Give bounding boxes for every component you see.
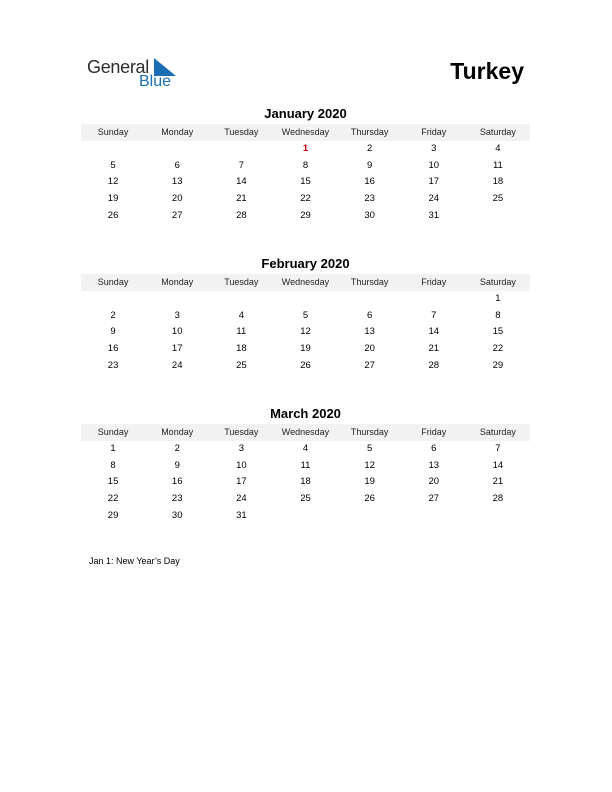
day-cell: 23 bbox=[171, 493, 183, 505]
day-cell: 20 bbox=[428, 476, 440, 488]
empty-day-cell bbox=[402, 291, 466, 308]
day-cell: 23 bbox=[107, 359, 119, 371]
week-row bbox=[81, 291, 530, 308]
day-cell: 13 bbox=[171, 176, 183, 188]
day-cell: 11 bbox=[300, 459, 311, 471]
day-cell: 19 bbox=[107, 193, 119, 205]
empty-day-cell bbox=[81, 291, 145, 308]
day-cell: 10 bbox=[171, 326, 183, 338]
day-cell: 16 bbox=[107, 343, 119, 355]
day-cell: 25 bbox=[236, 359, 247, 371]
weekday-header-row bbox=[81, 124, 530, 141]
day-cell: 22 bbox=[492, 343, 504, 355]
weekday-label: Monday bbox=[161, 277, 194, 287]
day-cell: 19 bbox=[364, 476, 375, 488]
empty-day-cell bbox=[402, 508, 466, 525]
day-cell: 30 bbox=[171, 509, 183, 521]
empty-day-cell bbox=[145, 291, 209, 308]
weekday-label: Sunday bbox=[97, 127, 129, 137]
day-cell: 3 bbox=[431, 143, 437, 154]
day-cell: 26 bbox=[107, 209, 119, 221]
day-cell: 17 bbox=[236, 476, 247, 488]
day-cell: 24 bbox=[236, 493, 247, 505]
day-cell: 5 bbox=[302, 309, 309, 321]
day-cell: 11 bbox=[236, 326, 247, 338]
day-cell: 12 bbox=[364, 459, 375, 471]
day-cell: 29 bbox=[107, 509, 119, 521]
day-cell: 18 bbox=[492, 176, 504, 188]
day-cell: 26 bbox=[364, 493, 375, 505]
day-cell: 10 bbox=[428, 159, 440, 171]
week-row bbox=[81, 174, 530, 191]
country-title: Turkey bbox=[450, 58, 524, 84]
weekday-label: Thursday bbox=[350, 127, 389, 137]
month-title: January 2020 bbox=[264, 106, 347, 121]
day-cell: 13 bbox=[428, 459, 440, 471]
empty-day-cell bbox=[466, 208, 530, 225]
day-cell: 23 bbox=[364, 193, 375, 205]
week-row bbox=[81, 341, 530, 358]
weekday-label: Friday bbox=[421, 127, 447, 137]
day-cell: 6 bbox=[174, 159, 180, 171]
week-row bbox=[81, 508, 530, 525]
day-cell: 14 bbox=[492, 459, 504, 471]
weekday-label: Sunday bbox=[97, 427, 129, 437]
weekday-label: Friday bbox=[421, 427, 447, 437]
day-cell: 9 bbox=[110, 326, 116, 338]
weekday-label: Saturday bbox=[479, 127, 516, 137]
day-cell: 20 bbox=[364, 343, 375, 355]
day-cell: 9 bbox=[366, 159, 373, 171]
day-cell: 14 bbox=[428, 326, 440, 338]
day-cell: 25 bbox=[492, 193, 504, 205]
day-cell: 1 bbox=[495, 293, 501, 304]
day-cell: 28 bbox=[492, 493, 504, 505]
day-cell: 2 bbox=[174, 443, 180, 454]
weekday-label: Wednesday bbox=[281, 427, 330, 437]
month-title: March 2020 bbox=[270, 406, 341, 421]
day-cell: 28 bbox=[428, 359, 440, 371]
day-cell: 2 bbox=[366, 143, 373, 154]
week-row bbox=[81, 308, 530, 325]
generalblue-logo bbox=[87, 55, 187, 95]
weekday-label: Wednesday bbox=[281, 277, 330, 287]
empty-day-cell bbox=[81, 141, 145, 158]
day-cell: 18 bbox=[236, 343, 247, 355]
weekday-label: Monday bbox=[161, 427, 194, 437]
holiday-notes bbox=[89, 556, 180, 566]
weekday-label: Tuesday bbox=[224, 127, 259, 137]
day-cell: 4 bbox=[495, 143, 501, 154]
day-cell: 15 bbox=[300, 176, 311, 188]
day-cell: 4 bbox=[238, 309, 244, 321]
month-february bbox=[81, 256, 530, 374]
empty-day-cell bbox=[209, 291, 273, 308]
weekday-label: Friday bbox=[421, 277, 447, 287]
weekday-label: Wednesday bbox=[281, 127, 330, 137]
empty-day-cell bbox=[338, 291, 402, 308]
day-cell: 8 bbox=[302, 159, 309, 171]
day-cell: 24 bbox=[171, 359, 183, 371]
day-cell: 16 bbox=[364, 176, 375, 188]
day-cell: 29 bbox=[492, 359, 504, 371]
day-cell: 6 bbox=[366, 309, 373, 321]
day-cell: 8 bbox=[495, 309, 501, 321]
weekday-label: Saturday bbox=[479, 277, 516, 287]
day-cell: 7 bbox=[431, 309, 437, 321]
day-cell: 21 bbox=[492, 476, 504, 488]
weekday-header-row bbox=[81, 424, 530, 441]
weekday-label: Thursday bbox=[350, 427, 389, 437]
weekday-label: Saturday bbox=[479, 427, 516, 437]
day-cell: 7 bbox=[238, 159, 244, 171]
empty-day-cell bbox=[145, 141, 209, 158]
day-cell: 14 bbox=[236, 176, 247, 188]
day-cell: 3 bbox=[238, 443, 244, 454]
weekday-label: Tuesday bbox=[224, 427, 259, 437]
month-march bbox=[81, 406, 530, 524]
day-cell: 31 bbox=[236, 509, 247, 521]
day-cell: 20 bbox=[171, 193, 183, 205]
weekday-label: Monday bbox=[161, 127, 194, 137]
weekday-label: Tuesday bbox=[224, 277, 259, 287]
day-cell: 29 bbox=[300, 209, 311, 221]
day-cell: 26 bbox=[300, 359, 311, 371]
empty-day-cell bbox=[466, 508, 530, 525]
day-cell: 21 bbox=[236, 193, 247, 205]
day-cell: 27 bbox=[171, 209, 183, 221]
day-cell: 27 bbox=[428, 493, 440, 505]
day-cell: 1 bbox=[302, 143, 309, 154]
week-row bbox=[81, 208, 530, 225]
day-cell: 15 bbox=[107, 476, 119, 488]
empty-day-cell bbox=[338, 508, 402, 525]
week-row bbox=[81, 324, 530, 341]
day-cell: 2 bbox=[110, 309, 116, 321]
weekday-header-row bbox=[81, 274, 530, 291]
day-cell: 19 bbox=[300, 343, 311, 355]
week-row bbox=[81, 458, 530, 475]
week-row bbox=[81, 441, 530, 458]
day-cell: 1 bbox=[110, 443, 116, 454]
day-cell: 8 bbox=[110, 459, 116, 471]
week-row bbox=[81, 491, 530, 508]
logo-text-blue: Blue bbox=[139, 73, 172, 90]
week-row bbox=[81, 141, 530, 158]
day-cell: 6 bbox=[431, 443, 437, 454]
day-cell: 30 bbox=[364, 209, 375, 221]
logo-text-general: General bbox=[87, 57, 149, 77]
weekday-label: Thursday bbox=[350, 277, 389, 287]
day-cell: 15 bbox=[492, 326, 504, 338]
day-cell: 5 bbox=[366, 443, 373, 454]
day-cell: 11 bbox=[492, 159, 503, 171]
month-january bbox=[81, 106, 530, 224]
day-cell: 12 bbox=[107, 176, 119, 188]
day-cell: 9 bbox=[174, 459, 180, 471]
empty-day-cell bbox=[273, 508, 337, 525]
day-cell: 22 bbox=[300, 193, 311, 205]
day-cell: 22 bbox=[107, 493, 119, 505]
day-cell: 24 bbox=[428, 193, 440, 205]
day-cell: 16 bbox=[171, 476, 183, 488]
day-cell: 5 bbox=[110, 159, 116, 171]
day-cell: 4 bbox=[302, 443, 309, 454]
week-row bbox=[81, 358, 530, 375]
empty-day-cell bbox=[209, 141, 273, 158]
empty-day-cell bbox=[273, 291, 337, 308]
week-row bbox=[81, 158, 530, 175]
day-cell: 25 bbox=[300, 493, 311, 505]
day-cell: 18 bbox=[300, 476, 311, 488]
weekday-label: Sunday bbox=[97, 277, 129, 287]
week-row bbox=[81, 474, 530, 491]
day-cell: 17 bbox=[171, 343, 183, 355]
day-cell: 17 bbox=[428, 176, 440, 188]
day-cell: 12 bbox=[300, 326, 311, 338]
day-cell: 10 bbox=[236, 459, 247, 471]
day-cell: 21 bbox=[428, 343, 440, 355]
month-title: February 2020 bbox=[261, 256, 350, 271]
day-cell: 28 bbox=[236, 209, 247, 221]
holiday-note: Jan 1: New Year’s Day bbox=[89, 556, 180, 566]
day-cell: 27 bbox=[364, 359, 375, 371]
day-cell: 7 bbox=[495, 443, 501, 454]
day-cell: 13 bbox=[364, 326, 375, 338]
day-cell: 3 bbox=[174, 309, 180, 321]
day-cell: 31 bbox=[428, 209, 440, 221]
week-row bbox=[81, 191, 530, 208]
